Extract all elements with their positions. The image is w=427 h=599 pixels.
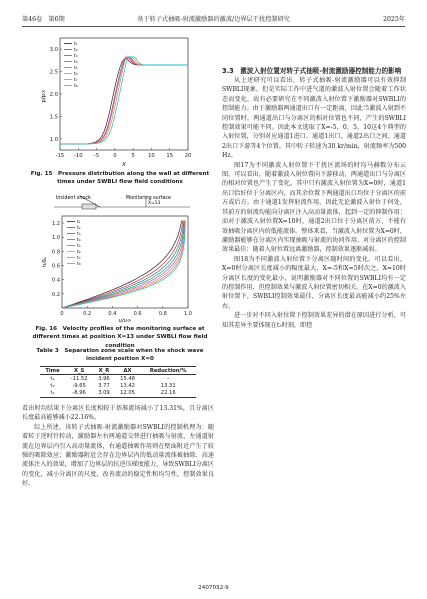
fig16-y-tick-label: 0.4 [52,277,60,284]
fig16-xlabel: u/u∞ [118,318,132,324]
fig16-y-tick-label: 1.2 [52,221,60,228]
separation-zone-table [40,366,196,398]
table-header-cell: Time [45,367,60,374]
x13-label: X=13 [148,201,161,206]
table-cell: 3.96 [98,375,110,382]
table-header-cell: X_S [73,367,85,374]
table-cell: – [166,375,170,382]
fig16-y-tick-label: 1.0 [52,235,60,242]
fig15-legend-label: t₅ [74,66,78,71]
table-cell: t₁ [50,375,55,382]
fig16-legend-label: t₇ [77,256,81,261]
fig15-legend-label: t₃ [74,54,78,59]
table-cell: -9.65 [72,382,86,389]
monitoring-surface-label: Monitoring surface [126,196,171,201]
fig15-series-line [60,57,188,144]
fig16-legend-label: t₄ [77,238,81,243]
fig16-legend-label: t₅ [77,244,81,249]
fig15-x-tick-label: 15 [166,153,174,159]
fig16-x-tick-label: 0.6 [133,311,142,317]
fig16-legend-label: t₃ [77,232,81,237]
fig15-series-line [60,58,188,144]
fig16-ylabel: h/δ₀ [42,256,48,268]
table-row [40,390,196,398]
table-cell: 13.31 [160,382,176,389]
fig15-pressure-chart [40,32,200,169]
fig15-series-line [60,57,188,144]
fig15-series-line [60,57,188,144]
table-cell: 22.16 [160,390,176,397]
table-header-row [40,367,196,375]
actuator-schematic-icon [82,204,96,209]
fig15-x-tick-label: -10 [74,153,83,159]
paragraph: 图18为不同激波入射位置下分离区随时间的变化。可以看出，X=0时分离区长度减小的幅度最大，X=-5和X=5时次之，X=10时分离区长度的变化最小，说明激励器对不同位置的SWBLI均有一定的控制作用，但控制效果与激波入射位置密切相关。在X=0的激波入射位置下，SWBLI控制效果最佳，分离区长度最高能减小约25%左右。 [222,255,406,310]
fig15-x-tick-label: 5 [131,153,135,159]
fig16-y-tick-label: 0.8 [52,249,60,256]
fig16-legend-label: t₂ [77,226,81,231]
fig15-x-tick-label: -15 [55,153,65,159]
table-header-cell: X_R [98,367,110,374]
fig15-series-line [60,57,188,144]
fig16-y-tick-label: 0.2 [52,291,60,298]
fig15-series-line [60,57,188,144]
table-header-cell: Reduction/% [149,367,187,374]
table-header-cell: ΔX [123,367,132,374]
paragraph: 综上所述，该转子式抽吸-射流激励器对SWBLI的控制机理为：随着转子逆时针转动，激励器左右两通道交替进行抽吸与射流，左通道射流在边界层内引入高动量流体，右通道抽吸作用则在壁面附近产生了较强的吸除效应；激励器附近会存在边界层内的低动量流体被抽除、高速流体注入的效果，增加了边界层的抗逆压梯度能力，导致SWBLI分离区的变化，减小分离区的尺度，改善流动的稳定性和均匀性，控制效果良好。 [22,423,214,488]
page-footer: 2407032-9 [198,585,229,591]
paragraph: 进一步对不同入射位置下控制效果差异的潜在原因进行分析，可知其差异主要体现在t₃时刻，即控 [222,312,406,329]
table-cell: 12.05 [120,390,135,397]
fig16-legend-label: t₆ [77,250,81,255]
running-title: 基于转子式抽吸-射流激励器的激波/边界层干扰控制研究 [137,16,290,23]
table-cell: 3.77 [98,382,110,389]
fig15-xlabel: X [122,162,126,168]
fig15-y-tick-label: 1.0 [49,136,58,143]
publication-year: 2025年 [383,16,405,23]
fig15-legend-label: t₄ [74,60,78,65]
fig15-legend-label: t₇ [74,78,78,83]
table-row [40,382,196,389]
fig15-caption: Fig. 15 Pressure distribution along the wall at different times under SWBLI flow field conditions [30,171,210,186]
table-cell: -8.96 [72,390,86,397]
fig16-y-tick-label: 0.6 [52,263,60,270]
fig16-x-tick-label: 0.4 [108,311,117,317]
fig15-y-tick-label: 2.5 [49,69,58,76]
right-column-text [222,66,406,582]
table3-caption: Table 3 Separation zone scale when the shock wave incident position X=0 [36,348,204,363]
fig16-caption: Fig. 16 Velocity profiles of the monitoring surface at different times at position X=13 under SWBLI flow field condition [32,326,208,349]
left-column-text [22,404,214,580]
table-cell: t₃ [50,382,55,389]
table-row [40,375,196,383]
fig16-x-tick-label: 0.2 [83,311,92,317]
paragraph: 看出时均结果下分离区长度相较于基准流场减小了13.31%，且分离区长度最高能够减小22.16%。 [22,405,214,422]
fig16-x-tick-label: 1.0 [184,311,192,317]
table-cell: 3.09 [98,390,110,397]
section-heading: 3.3 激波入射位置对转子式抽吸-射流激励器控制能力的影响 [222,67,402,75]
paragraph: 图17为不同激波入射位置下干扰区流场的时均马赫数分布云图。可以看出，随着激波入射位置向下游移动，两通道出口与分离区的相对位置也产生了变化。其中只有激波入射位置为X=0时，通道1出口恰好位于分离区内，而其余位置下两通道出口均位于分离区的前方或后方。由于通道1发挥射流作用，因此无论激波入射位于何处，其前方的射流均能向分离区注入高动量流体，起到一定的抑制作用；而对于激波入射位置X=10时，通道2出口位于分离区前方，不能有效抽吸分离区内的低能流体。整体来看，当激波入射位置为X=0时，激励器能够在分离区内实现抽吸与射流的协同作用，对分离区的控制效果最佳；随着入射位置远离激励器，控制效果逐渐减弱。 [222,161,406,254]
table-cell: t₅ [50,390,55,397]
fig15-y-tick-label: 2.0 [49,92,58,98]
fig16-velocity-chart [40,194,200,324]
fig16-x-tick-label: 0 [60,311,64,317]
fig15-legend-label: t₂ [74,48,78,53]
fig15-y-tick-label: 3.0 [49,47,58,54]
fig16-x-tick-label: 0.8 [158,311,167,317]
fig15-series-line [60,57,188,144]
fig15-legend-label: t₈ [74,84,78,89]
fig15-x-tick-label: -5 [93,153,100,159]
fig15-x-tick-label: 0 [113,153,117,159]
fig15-legend-label: t₆ [74,72,78,77]
fig16-legend-label: t₁ [77,220,81,225]
running-header [22,15,405,27]
table-cell: -11.52 [70,375,88,382]
fig15-x-tick-label: 10 [148,153,155,159]
fig15-ylabel: p/p∞ [41,89,47,103]
table-cell: 13.42 [120,382,135,389]
fig15-x-tick-label: 20 [184,153,192,159]
journal-volume: 第46卷 第6期 [22,16,65,23]
paragraph: 从上述研究可以看出，转子式抽吸-射流激励器可以有效抑制SWBLI现象，但是实际工作中进气道的激波入射位置会随着工作状态而变化，故有必要研究在不同激波入射位置下激励器对SWBLI的控制能力。由于激励器两通道出口有一定距离，因此当激波入射到不同位置时，两通道出口与分离区的相对位置也不同，产生的SWBLI控制效果可能不同。因此本文选取了X=-5，0，5，10这4个典型的入射位置，分别对应通道1进口、通道1出口、通道2出口之间、通道2出口下游等4个位置。其中转子转速为30 kr/min，射流频率为500 Hz。 [222,77,406,160]
fig15-y-tick-label: 1.5 [49,114,58,121]
table-cell: 15.48 [120,375,135,382]
incident-shock-label: Incident shock [56,196,91,201]
fig15-legend-label: t₁ [74,42,78,47]
fig16-legend-label: t₈ [77,262,81,267]
